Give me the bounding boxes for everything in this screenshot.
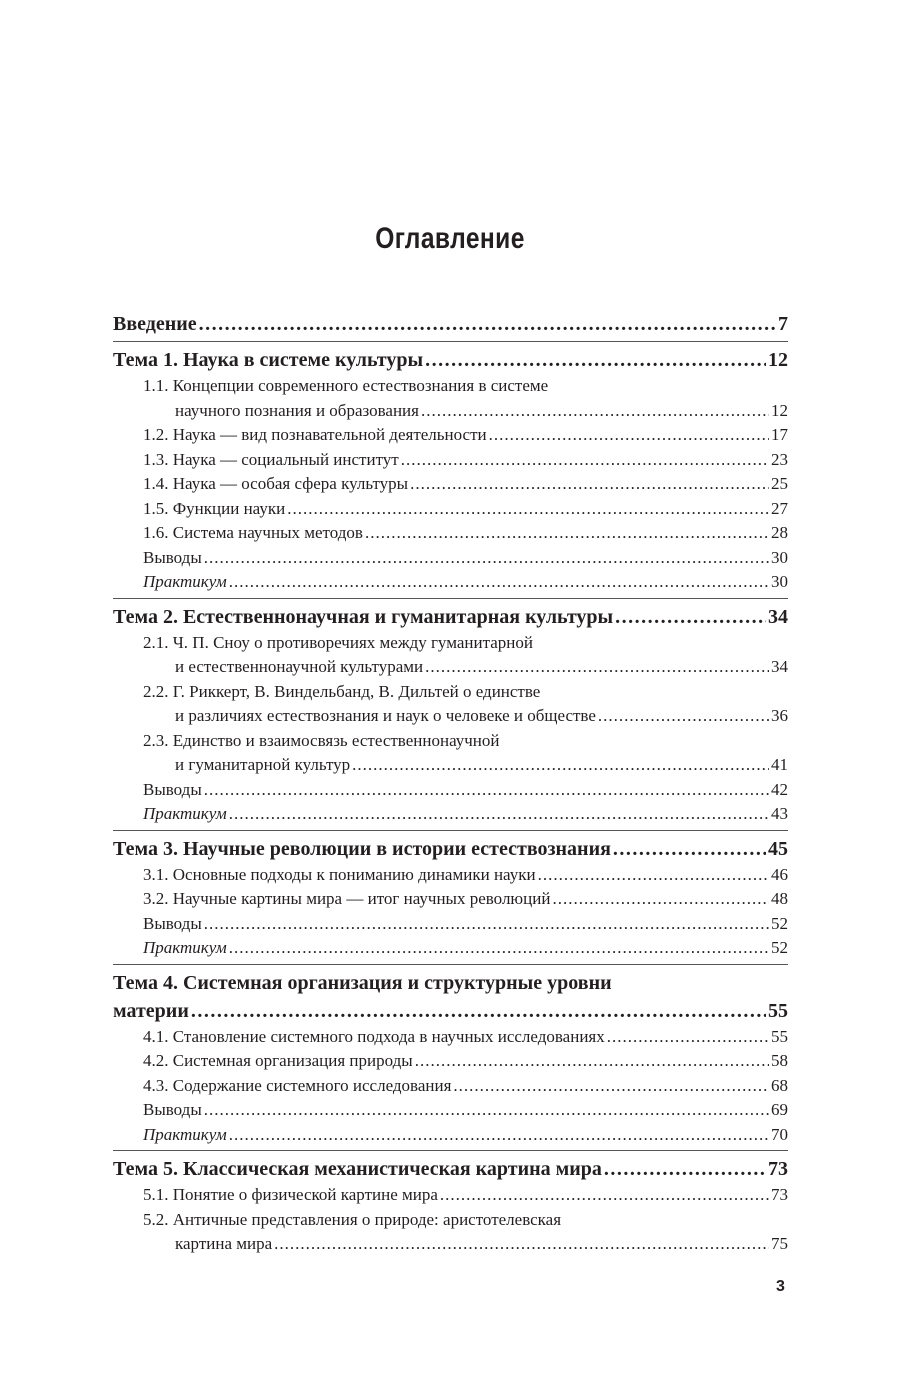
entry-page-number: 58 <box>771 1051 788 1070</box>
entry-title: Выводы <box>143 1100 202 1119</box>
entry-title: материи <box>113 999 189 1022</box>
toc-section <box>113 1150 788 1260</box>
toc-item[interactable] <box>113 778 788 803</box>
toc-item[interactable] <box>113 936 788 961</box>
entry-line <box>143 399 788 424</box>
entry-page-number: 69 <box>771 1100 788 1119</box>
dot-leader <box>607 1025 769 1050</box>
entry-title: 2.3. Единство и взаимосвязь естественнонаучной <box>143 730 500 750</box>
toc-section <box>113 598 788 830</box>
entry-title: Введение <box>113 313 197 335</box>
dot-leader <box>425 346 766 374</box>
entry-title: Выводы <box>143 547 202 567</box>
entry-line <box>143 521 788 546</box>
entry-page-number: 48 <box>771 889 788 908</box>
entry-title: 4.3. Содержание системного исследования <box>143 1075 452 1095</box>
entry-title: Практикум <box>143 938 227 957</box>
dot-leader <box>415 1049 769 1074</box>
entry-title: и гуманитарной культур <box>175 755 351 774</box>
entry-title: 1.3. Наука — социальный институт <box>143 449 399 469</box>
entry-title: Тема 4. Системная организация и структурные уровни <box>113 971 612 994</box>
dot-leader <box>229 802 769 827</box>
entry-title: 5.1. Понятие о физической картине мира <box>143 1185 438 1204</box>
entry-line <box>113 835 788 863</box>
entry-line <box>143 680 788 705</box>
toc-section <box>113 341 788 598</box>
entry-title: Практикум <box>143 1124 227 1144</box>
entry-line <box>143 546 788 571</box>
entry-line <box>113 997 788 1025</box>
entry-line <box>113 1155 788 1183</box>
entry-line <box>143 570 788 595</box>
entry-title: научного познания и образования <box>175 400 419 420</box>
entry-title: 4.2. Системная организация природы <box>143 1051 413 1070</box>
toc-heading[interactable] <box>113 835 788 863</box>
entry-line <box>113 969 788 997</box>
entry-title: 2.1. Ч. П. Сноу о противоречиях между гуманитарной <box>143 632 533 652</box>
entry-page-number: 25 <box>771 474 788 493</box>
entry-page-number: 52 <box>771 913 788 933</box>
toc-item[interactable] <box>113 423 788 448</box>
entry-title: Тема 3. Научные революции в истории естествознания <box>113 837 611 860</box>
entry-line <box>143 936 788 961</box>
entry-page-number: 30 <box>771 572 788 591</box>
toc-heading[interactable] <box>113 603 788 631</box>
entry-line <box>143 802 788 827</box>
entry-line <box>143 1025 788 1050</box>
entry-line <box>143 472 788 497</box>
toc-item[interactable] <box>113 631 788 680</box>
dot-leader <box>615 603 766 631</box>
toc-item[interactable] <box>113 497 788 522</box>
dot-leader <box>352 753 769 778</box>
entry-line <box>143 631 788 656</box>
entry-page-number: 27 <box>771 498 788 518</box>
entry-line <box>143 729 788 754</box>
entry-title: Выводы <box>143 779 202 799</box>
toc-item[interactable] <box>113 1049 788 1074</box>
entry-title: Практикум <box>143 572 227 591</box>
dot-leader <box>229 570 769 595</box>
dot-leader <box>229 1123 769 1148</box>
entry-page-number: 45 <box>768 837 788 860</box>
entry-page-number: 43 <box>771 804 788 823</box>
entry-title: 1.2. Наука — вид познавательной деятельности <box>143 425 487 444</box>
entry-title: 1.6. Система научных методов <box>143 523 363 542</box>
entry-line <box>143 1074 788 1099</box>
entry-line <box>143 374 788 399</box>
entry-title: 1.5. Функции науки <box>143 498 286 518</box>
entry-line <box>113 346 788 374</box>
dot-leader <box>204 912 769 937</box>
dot-leader <box>287 497 769 522</box>
dot-leader <box>204 1098 769 1123</box>
entry-page-number: 12 <box>771 400 788 420</box>
dot-leader <box>552 887 769 912</box>
toc-section <box>113 964 788 1151</box>
entry-title: и естественнонаучной культурами <box>175 657 424 676</box>
entry-line <box>143 448 788 473</box>
entry-title: картина мира <box>175 1234 273 1253</box>
entry-line <box>113 310 788 338</box>
dot-leader <box>489 423 769 448</box>
toc-item[interactable] <box>113 802 788 827</box>
entry-line <box>143 1232 788 1257</box>
entry-page-number: 70 <box>771 1124 788 1144</box>
toc-item[interactable] <box>113 680 788 729</box>
entry-title: Тема 2. Естественнонаучная и гуманитарная культуры <box>113 605 614 628</box>
toc-section <box>113 830 788 964</box>
entry-page-number: 73 <box>771 1185 788 1204</box>
dot-leader <box>401 448 769 473</box>
entry-title: 2.2. Г. Риккерт, В. Виндельбанд, В. Дильтей о единстве <box>143 681 541 701</box>
entry-line <box>113 603 788 631</box>
entry-line <box>143 912 788 937</box>
entry-title: и различиях естествознания и наук о человеке и обществе <box>175 706 596 725</box>
entry-line <box>143 887 788 912</box>
toc-item[interactable] <box>113 1123 788 1148</box>
dot-leader <box>613 835 766 863</box>
dot-leader <box>410 472 769 497</box>
entry-line <box>143 778 788 803</box>
toc-item[interactable] <box>113 546 788 571</box>
toc-item[interactable] <box>113 729 788 778</box>
entry-page-number: 34 <box>768 605 788 628</box>
entry-page-number: 55 <box>771 1026 788 1046</box>
entry-page-number: 46 <box>771 864 788 884</box>
entry-page-number: 55 <box>768 999 788 1022</box>
toc-item[interactable] <box>113 1208 788 1257</box>
entry-page-number: 73 <box>768 1158 788 1180</box>
entry-line <box>143 1123 788 1148</box>
entry-title: Тема 5. Классическая механистическая картина мира <box>113 1158 602 1180</box>
dot-leader <box>440 1183 769 1208</box>
dot-leader <box>425 655 769 680</box>
entry-page-number: 34 <box>771 657 788 676</box>
entry-page-number: 12 <box>768 349 788 371</box>
entry-page-number: 23 <box>771 449 788 469</box>
toc-item[interactable] <box>113 912 788 937</box>
table-of-contents <box>113 306 788 1260</box>
entry-line <box>143 753 788 778</box>
entry-line <box>143 423 788 448</box>
dot-leader <box>365 521 769 546</box>
entry-title: Тема 1. Наука в системе культуры <box>113 349 424 371</box>
dot-leader <box>453 1074 769 1099</box>
page-number: 3 <box>776 1278 785 1295</box>
entry-page-number: 41 <box>771 755 788 774</box>
entry-title: 5.2. Античные представления о природе: аристотелевская <box>143 1209 562 1229</box>
toc-item[interactable] <box>113 374 788 423</box>
entry-title: 3.2. Научные картины мира — итог научных революций <box>143 889 551 908</box>
toc-item[interactable] <box>113 521 788 546</box>
page-title: Оглавление <box>375 222 525 255</box>
toc-item[interactable] <box>113 472 788 497</box>
entry-title: 3.1. Основные подходы к пониманию динамики науки <box>143 864 536 884</box>
entry-page-number: 52 <box>771 938 788 957</box>
dot-leader <box>229 936 769 961</box>
dot-leader <box>191 997 766 1025</box>
dot-leader <box>204 778 769 803</box>
toc-item[interactable] <box>113 1183 788 1208</box>
toc-item[interactable] <box>113 863 788 888</box>
entry-page-number: 7 <box>778 313 788 335</box>
entry-line <box>143 863 788 888</box>
entry-page-number: 42 <box>771 779 788 799</box>
dot-leader <box>538 863 769 888</box>
toc-item[interactable] <box>113 570 788 595</box>
entry-line <box>143 1049 788 1074</box>
entry-title: Практикум <box>143 804 227 823</box>
toc-item[interactable] <box>113 887 788 912</box>
entry-title: 1.4. Наука — особая сфера культуры <box>143 474 409 493</box>
dot-leader <box>199 310 776 338</box>
entry-line <box>143 704 788 729</box>
dot-leader <box>598 704 769 729</box>
toc-heading[interactable] <box>113 310 788 338</box>
toc-section <box>113 306 788 341</box>
entry-page-number: 75 <box>771 1234 788 1253</box>
entry-page-number: 36 <box>771 706 788 725</box>
entry-page-number: 30 <box>771 547 788 567</box>
toc-item[interactable] <box>113 1074 788 1099</box>
entry-title: Выводы <box>143 913 202 933</box>
toc-heading[interactable] <box>113 346 788 374</box>
toc-heading[interactable] <box>113 1155 788 1183</box>
entry-line <box>143 655 788 680</box>
entry-line <box>143 1208 788 1233</box>
dot-leader <box>421 399 769 424</box>
entry-line <box>143 1098 788 1123</box>
entry-page-number: 68 <box>771 1075 788 1095</box>
entry-title: 4.1. Становление системного подхода в научных исследованиях <box>143 1026 605 1046</box>
toc-item[interactable] <box>113 448 788 473</box>
dot-leader <box>604 1155 766 1183</box>
entry-line <box>143 497 788 522</box>
dot-leader <box>204 546 769 571</box>
entry-line <box>143 1183 788 1208</box>
toc-item[interactable] <box>113 1098 788 1123</box>
entry-page-number: 17 <box>771 425 788 444</box>
toc-item[interactable] <box>113 1025 788 1050</box>
dot-leader <box>274 1232 769 1257</box>
entry-page-number: 28 <box>771 523 788 542</box>
entry-title: 1.1. Концепции современного естествознания в системе <box>143 376 549 395</box>
toc-heading[interactable] <box>113 969 788 1025</box>
